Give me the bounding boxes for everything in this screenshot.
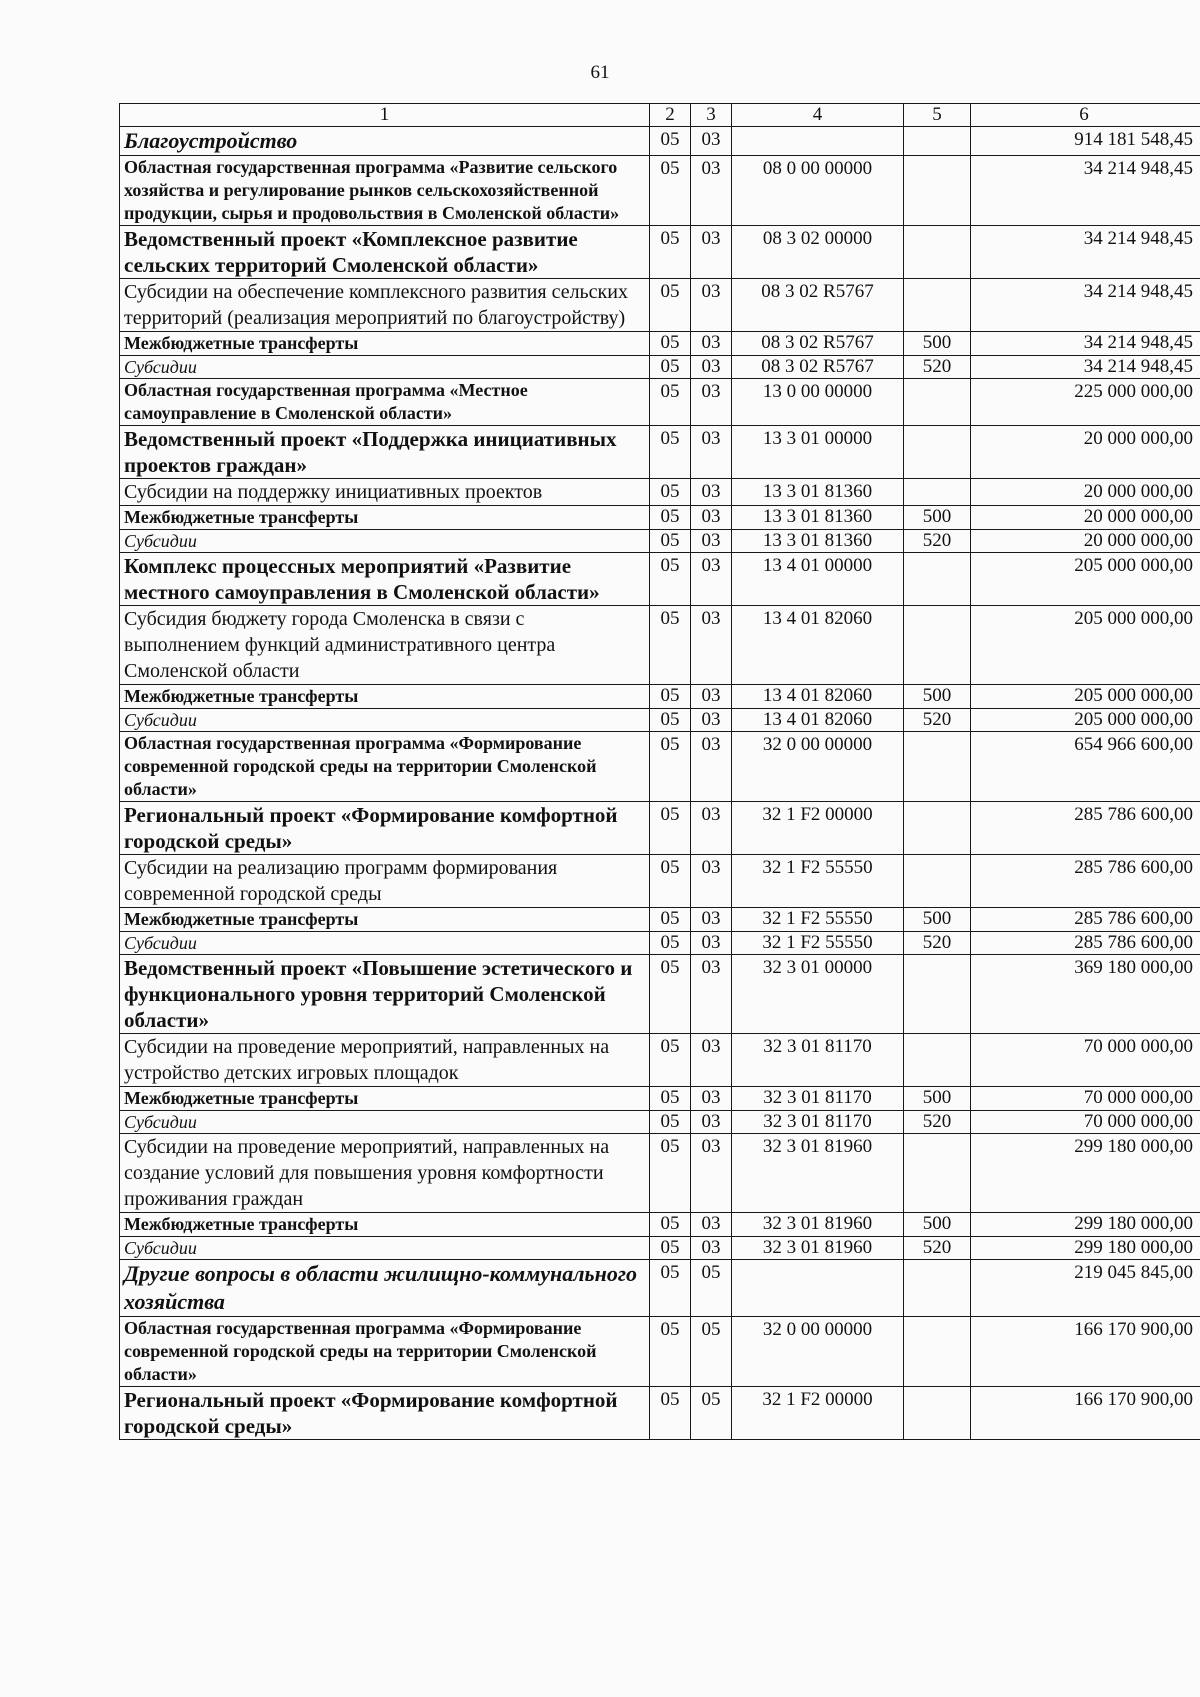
row-amount: 299 180 000,00 xyxy=(971,1134,1200,1213)
row-amount: 285 786 600,00 xyxy=(971,908,1200,932)
row-subsection-code: 03 xyxy=(691,732,732,802)
table-row xyxy=(120,606,1200,685)
row-section-code: 05 xyxy=(650,709,691,732)
table-row xyxy=(120,955,1200,1034)
row-expense-type: 500 xyxy=(904,685,971,709)
row-section-code: 05 xyxy=(650,379,691,426)
row-section-code: 05 xyxy=(650,955,691,1034)
row-name: Межбюджетные трансферты xyxy=(120,685,650,709)
row-section-code: 05 xyxy=(650,1111,691,1134)
table-row xyxy=(120,1317,1200,1387)
table-row xyxy=(120,379,1200,426)
row-expense-type xyxy=(904,1260,971,1317)
row-expense-type: 520 xyxy=(904,356,971,379)
row-expense-type: 520 xyxy=(904,530,971,553)
row-section-code: 05 xyxy=(650,802,691,855)
table-row xyxy=(120,932,1200,955)
row-section-code: 05 xyxy=(650,1260,691,1317)
header-col-3: 3 xyxy=(691,104,732,127)
row-subsection-code: 03 xyxy=(691,1237,732,1260)
table-row xyxy=(120,802,1200,855)
row-section-code: 05 xyxy=(650,685,691,709)
row-expense-type xyxy=(904,1134,971,1213)
row-section-code: 05 xyxy=(650,426,691,479)
row-subsection-code: 03 xyxy=(691,709,732,732)
row-target-article: 32 3 01 81170 xyxy=(732,1111,904,1134)
row-subsection-code: 03 xyxy=(691,479,732,506)
row-section-code: 05 xyxy=(650,332,691,356)
row-section-code: 05 xyxy=(650,1087,691,1111)
row-amount: 219 045 845,00 xyxy=(971,1260,1200,1317)
row-expense-type: 520 xyxy=(904,1237,971,1260)
row-target-article: 13 4 01 82060 xyxy=(732,606,904,685)
row-expense-type xyxy=(904,802,971,855)
row-subsection-code: 03 xyxy=(691,1087,732,1111)
row-amount: 285 786 600,00 xyxy=(971,802,1200,855)
row-section-code: 05 xyxy=(650,855,691,908)
row-subsection-code: 03 xyxy=(691,932,732,955)
table-header-row xyxy=(120,104,1200,127)
row-subsection-code: 03 xyxy=(691,802,732,855)
row-subsection-code: 03 xyxy=(691,426,732,479)
row-target-article: 32 1 F2 00000 xyxy=(732,802,904,855)
row-section-code: 05 xyxy=(650,1317,691,1387)
row-section-code: 05 xyxy=(650,356,691,379)
row-expense-type xyxy=(904,1387,971,1440)
row-section-code: 05 xyxy=(650,156,691,226)
row-amount: 166 170 900,00 xyxy=(971,1387,1200,1440)
row-expense-type xyxy=(904,955,971,1034)
row-expense-type xyxy=(904,479,971,506)
row-section-code: 05 xyxy=(650,1237,691,1260)
row-expense-type xyxy=(904,732,971,802)
table-row xyxy=(120,279,1200,332)
row-subsection-code: 03 xyxy=(691,685,732,709)
table-row xyxy=(120,1134,1200,1213)
row-subsection-code: 03 xyxy=(691,606,732,685)
row-target-article: 13 3 01 81360 xyxy=(732,479,904,506)
row-subsection-code: 03 xyxy=(691,127,732,156)
table-row xyxy=(120,1213,1200,1237)
row-section-code: 05 xyxy=(650,606,691,685)
table-row xyxy=(120,506,1200,530)
row-subsection-code: 03 xyxy=(691,855,732,908)
row-amount: 166 170 900,00 xyxy=(971,1317,1200,1387)
row-subsection-code: 03 xyxy=(691,553,732,606)
header-col-4: 4 xyxy=(732,104,904,127)
row-amount: 70 000 000,00 xyxy=(971,1087,1200,1111)
row-target-article: 13 3 01 00000 xyxy=(732,426,904,479)
table-row xyxy=(120,1260,1200,1317)
row-subsection-code: 03 xyxy=(691,356,732,379)
row-expense-type xyxy=(904,855,971,908)
row-expense-type: 500 xyxy=(904,506,971,530)
row-target-article: 32 3 01 00000 xyxy=(732,955,904,1034)
row-name: Областная государственная программа «Развитие сельского хозяйства и регулирование рынков сельскохозяйственной продукции, сырья и продовольствия в Смоленской области» xyxy=(120,156,650,226)
row-amount: 34 214 948,45 xyxy=(971,279,1200,332)
row-expense-type: 500 xyxy=(904,332,971,356)
header-col-2: 2 xyxy=(650,104,691,127)
row-subsection-code: 05 xyxy=(691,1260,732,1317)
table-row xyxy=(120,908,1200,932)
row-name: Субсидии на обеспечение комплексного развития сельских территорий (реализация мероприятий по благоустройству) xyxy=(120,279,650,332)
row-expense-type xyxy=(904,279,971,332)
row-name: Комплекс процессных мероприятий «Развитие местного самоуправления в Смоленской области» xyxy=(120,553,650,606)
row-name: Межбюджетные трансферты xyxy=(120,506,650,530)
row-amount: 225 000 000,00 xyxy=(971,379,1200,426)
row-expense-type: 500 xyxy=(904,1087,971,1111)
row-expense-type xyxy=(904,553,971,606)
row-target-article: 32 1 F2 55550 xyxy=(732,932,904,955)
row-name: Субсидия бюджету города Смоленска в связи с выполнением функций административного центра Смоленской области xyxy=(120,606,650,685)
row-amount: 205 000 000,00 xyxy=(971,685,1200,709)
table-row xyxy=(120,855,1200,908)
row-name: Областная государственная программа «Формирование современной городской среды на территории Смоленской области» xyxy=(120,732,650,802)
budget-table xyxy=(119,103,1200,1440)
row-amount: 285 786 600,00 xyxy=(971,855,1200,908)
row-subsection-code: 03 xyxy=(691,506,732,530)
row-amount: 20 000 000,00 xyxy=(971,479,1200,506)
row-section-code: 05 xyxy=(650,226,691,279)
row-subsection-code: 03 xyxy=(691,226,732,279)
page-number: 61 xyxy=(590,62,610,83)
row-subsection-code: 03 xyxy=(691,955,732,1034)
table-row xyxy=(120,332,1200,356)
row-expense-type xyxy=(904,379,971,426)
row-expense-type: 520 xyxy=(904,1111,971,1134)
row-target-article: 08 3 02 R5767 xyxy=(732,279,904,332)
row-target-article: 32 3 01 81960 xyxy=(732,1134,904,1213)
table-row xyxy=(120,553,1200,606)
row-name: Субсидии xyxy=(120,356,650,379)
row-subsection-code: 03 xyxy=(691,908,732,932)
table-row xyxy=(120,156,1200,226)
row-target-article: 32 1 F2 55550 xyxy=(732,855,904,908)
row-name: Ведомственный проект «Повышение эстетического и функционального уровня территорий Смоленской области» xyxy=(120,955,650,1034)
table-row xyxy=(120,127,1200,156)
row-subsection-code: 03 xyxy=(691,1213,732,1237)
row-name: Субсидии на проведение мероприятий, направленных на устройство детских игровых площадок xyxy=(120,1034,650,1087)
row-target-article xyxy=(732,1260,904,1317)
row-amount: 70 000 000,00 xyxy=(971,1034,1200,1087)
row-name: Субсидии на реализацию программ формирования современной городской среды xyxy=(120,855,650,908)
row-subsection-code: 03 xyxy=(691,1111,732,1134)
row-amount: 20 000 000,00 xyxy=(971,506,1200,530)
row-name: Региональный проект «Формирование комфортной городской среды» xyxy=(120,1387,650,1440)
row-name: Межбюджетные трансферты xyxy=(120,1087,650,1111)
row-amount: 34 214 948,45 xyxy=(971,156,1200,226)
table-row xyxy=(120,426,1200,479)
row-target-article: 08 3 02 R5767 xyxy=(732,332,904,356)
table-row xyxy=(120,1387,1200,1440)
row-name: Межбюджетные трансферты xyxy=(120,1213,650,1237)
row-name: Субсидии xyxy=(120,1237,650,1260)
row-section-code: 05 xyxy=(650,908,691,932)
row-name: Субсидии на поддержку инициативных проектов xyxy=(120,479,650,506)
row-name: Субсидии на проведение мероприятий, направленных на создание условий для повышения уровня комфортности проживания граждан xyxy=(120,1134,650,1213)
row-amount: 34 214 948,45 xyxy=(971,332,1200,356)
row-target-article: 08 3 02 00000 xyxy=(732,226,904,279)
table-row xyxy=(120,1034,1200,1087)
row-amount: 20 000 000,00 xyxy=(971,426,1200,479)
table-row xyxy=(120,709,1200,732)
row-name: Областная государственная программа «Формирование современной городской среды на территории Смоленской области» xyxy=(120,1317,650,1387)
row-amount: 34 214 948,45 xyxy=(971,356,1200,379)
row-target-article: 32 1 F2 55550 xyxy=(732,908,904,932)
row-target-article: 32 0 00 00000 xyxy=(732,732,904,802)
row-subsection-code: 03 xyxy=(691,530,732,553)
row-target-article: 08 0 00 00000 xyxy=(732,156,904,226)
row-target-article xyxy=(732,127,904,156)
row-section-code: 05 xyxy=(650,1213,691,1237)
table-row xyxy=(120,1111,1200,1134)
row-subsection-code: 03 xyxy=(691,1034,732,1087)
row-amount: 20 000 000,00 xyxy=(971,530,1200,553)
row-name: Субсидии xyxy=(120,530,650,553)
row-name: Межбюджетные трансферты xyxy=(120,908,650,932)
row-section-code: 05 xyxy=(650,127,691,156)
table-row xyxy=(120,685,1200,709)
row-amount: 914 181 548,45 xyxy=(971,127,1200,156)
row-target-article: 13 3 01 81360 xyxy=(732,506,904,530)
table-row xyxy=(120,1087,1200,1111)
row-target-article: 08 3 02 R5767 xyxy=(732,356,904,379)
row-section-code: 05 xyxy=(650,479,691,506)
table-row xyxy=(120,479,1200,506)
row-target-article: 32 3 01 81960 xyxy=(732,1213,904,1237)
row-amount: 205 000 000,00 xyxy=(971,709,1200,732)
row-subsection-code: 03 xyxy=(691,279,732,332)
row-target-article: 32 0 00 00000 xyxy=(732,1317,904,1387)
row-amount: 285 786 600,00 xyxy=(971,932,1200,955)
row-amount: 654 966 600,00 xyxy=(971,732,1200,802)
row-amount: 205 000 000,00 xyxy=(971,553,1200,606)
header-col-1: 1 xyxy=(120,104,650,127)
row-section-code: 05 xyxy=(650,506,691,530)
row-target-article: 32 3 01 81170 xyxy=(732,1034,904,1087)
row-name: Другие вопросы в области жилищно-коммунального хозяйства xyxy=(120,1260,650,1317)
row-target-article: 13 3 01 81360 xyxy=(732,530,904,553)
row-section-code: 05 xyxy=(650,1387,691,1440)
row-subsection-code: 03 xyxy=(691,332,732,356)
row-expense-type xyxy=(904,156,971,226)
row-section-code: 05 xyxy=(650,1134,691,1213)
row-expense-type: 520 xyxy=(904,932,971,955)
row-expense-type xyxy=(904,1034,971,1087)
row-name: Региональный проект «Формирование комфортной городской среды» xyxy=(120,802,650,855)
row-target-article: 13 4 01 82060 xyxy=(732,685,904,709)
row-amount: 299 180 000,00 xyxy=(971,1213,1200,1237)
row-subsection-code: 03 xyxy=(691,156,732,226)
row-name: Субсидии xyxy=(120,932,650,955)
row-name: Субсидии xyxy=(120,709,650,732)
row-subsection-code: 03 xyxy=(691,379,732,426)
row-section-code: 05 xyxy=(650,932,691,955)
row-target-article: 32 1 F2 00000 xyxy=(732,1387,904,1440)
table-row xyxy=(120,226,1200,279)
row-target-article: 13 4 01 82060 xyxy=(732,709,904,732)
row-amount: 34 214 948,45 xyxy=(971,226,1200,279)
row-name: Областная государственная программа «Местное самоуправление в Смоленской области» xyxy=(120,379,650,426)
row-expense-type: 500 xyxy=(904,908,971,932)
row-expense-type xyxy=(904,1317,971,1387)
row-expense-type xyxy=(904,426,971,479)
row-name: Межбюджетные трансферты xyxy=(120,332,650,356)
row-name: Ведомственный проект «Комплексное развитие сельских территорий Смоленской области» xyxy=(120,226,650,279)
row-section-code: 05 xyxy=(650,279,691,332)
row-name: Ведомственный проект «Поддержка инициативных проектов граждан» xyxy=(120,426,650,479)
row-subsection-code: 05 xyxy=(691,1317,732,1387)
row-name: Благоустройство xyxy=(120,127,650,156)
row-expense-type xyxy=(904,606,971,685)
row-name: Субсидии xyxy=(120,1111,650,1134)
table-row xyxy=(120,1237,1200,1260)
row-expense-type xyxy=(904,127,971,156)
row-amount: 369 180 000,00 xyxy=(971,955,1200,1034)
row-target-article: 32 3 01 81960 xyxy=(732,1237,904,1260)
row-section-code: 05 xyxy=(650,732,691,802)
row-expense-type: 520 xyxy=(904,709,971,732)
row-amount: 299 180 000,00 xyxy=(971,1237,1200,1260)
row-amount: 205 000 000,00 xyxy=(971,606,1200,685)
table-row xyxy=(120,530,1200,553)
header-col-6: 6 xyxy=(971,104,1200,127)
row-expense-type: 500 xyxy=(904,1213,971,1237)
row-subsection-code: 03 xyxy=(691,1134,732,1213)
row-section-code: 05 xyxy=(650,530,691,553)
row-expense-type xyxy=(904,226,971,279)
row-target-article: 13 4 01 00000 xyxy=(732,553,904,606)
row-subsection-code: 05 xyxy=(691,1387,732,1440)
header-col-5: 5 xyxy=(904,104,971,127)
row-target-article: 13 0 00 00000 xyxy=(732,379,904,426)
table-row xyxy=(120,356,1200,379)
row-target-article: 32 3 01 81170 xyxy=(732,1087,904,1111)
row-section-code: 05 xyxy=(650,1034,691,1087)
row-section-code: 05 xyxy=(650,553,691,606)
table-row xyxy=(120,732,1200,802)
row-amount: 70 000 000,00 xyxy=(971,1111,1200,1134)
